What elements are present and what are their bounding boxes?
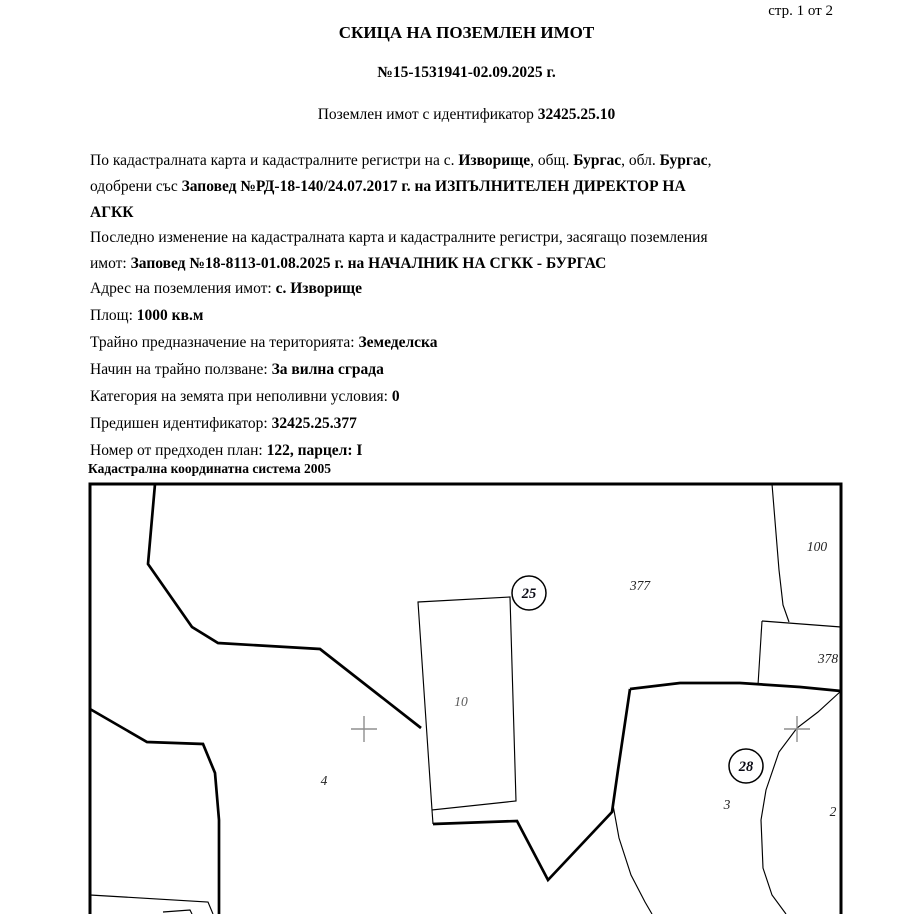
parcel-label-10: 10 (454, 694, 468, 709)
attr-area: Площ: 1000 кв.м (90, 307, 204, 324)
survey-point-25-number: 25 (521, 586, 537, 602)
boundary-upper-left (148, 484, 421, 728)
parcel-378-top-edge (762, 621, 841, 627)
boundary-3-2 (761, 691, 841, 914)
survey-point-28-number: 28 (738, 759, 754, 775)
attr-address: Адрес на поземления имот: с. Изворище (90, 280, 363, 297)
boundary-3-southwest (613, 805, 652, 914)
approval-line-1: По кадастралната карта и кадастралните регистри на с. Изворище, общ. Бургас, обл. Бургас, (90, 152, 712, 169)
document-number: №15-1531941-02.09.2025 г. (377, 64, 556, 81)
parcel-378-left-edge (758, 621, 762, 685)
grid-cross-left (351, 716, 377, 742)
parcel-label-100: 100 (806, 539, 828, 554)
document-title: СКИЦА НА ПОЗЕМЛЕН ИМОТ (338, 23, 595, 42)
parcel-identifier-value: 32425.25.10 (537, 106, 616, 123)
boundary-377-100 (772, 484, 789, 622)
last-change-line-2: имот: Заповед №18-8113-01.08.2025 г. на НАЧАЛНИК НА СГКК - БУРГАС (90, 255, 607, 272)
last-change-line-1: Последно изменение на кадастралната карта и кадастралните регистри, засягащо поземления (90, 229, 708, 246)
attr-territory-purpose: Трайно предназначение на територията: Земеделска (90, 334, 438, 351)
parcel-label-3: 3 (723, 797, 731, 812)
parcel-10-connector (432, 810, 433, 824)
attr-land-category: Категория на земята при неполивни условия: 0 (90, 388, 400, 405)
approval-line-2: одобрени със Заповед №РД-18-140/24.07.2017 г. на ИЗПЪЛНИТЕЛЕН ДИРЕКТОР НА (90, 178, 686, 195)
attr-previous-identifier: Предишен идентификатор: 32425.25.377 (90, 415, 357, 432)
approval-line-3: АГКК (90, 204, 134, 221)
attr-previous-plan-number: Номер от предходен план: 122, парцел: I (90, 442, 363, 459)
parcel-label-377: 377 (629, 578, 651, 593)
grid-cross-right (784, 716, 810, 742)
boundary-377-3 (630, 683, 841, 691)
attr-permanent-use: Начин на трайно ползване: За вилна сграда (90, 361, 384, 378)
bottom-left-structure (90, 895, 213, 914)
parcel-label-378: 378 (817, 651, 839, 666)
page-indicator: стр. 1 от 2 (768, 3, 833, 19)
parcel-label-4: 4 (320, 773, 328, 788)
boundary-lower-left (90, 709, 219, 914)
coordinate-system-caption: Кадастрална координатна система 2005 (88, 461, 331, 476)
boundary-lower-middle (433, 689, 630, 880)
parcel-label-2: 2 (829, 804, 837, 819)
parcel-identifier-label: Поземлен имот с идентификатор (317, 106, 538, 123)
